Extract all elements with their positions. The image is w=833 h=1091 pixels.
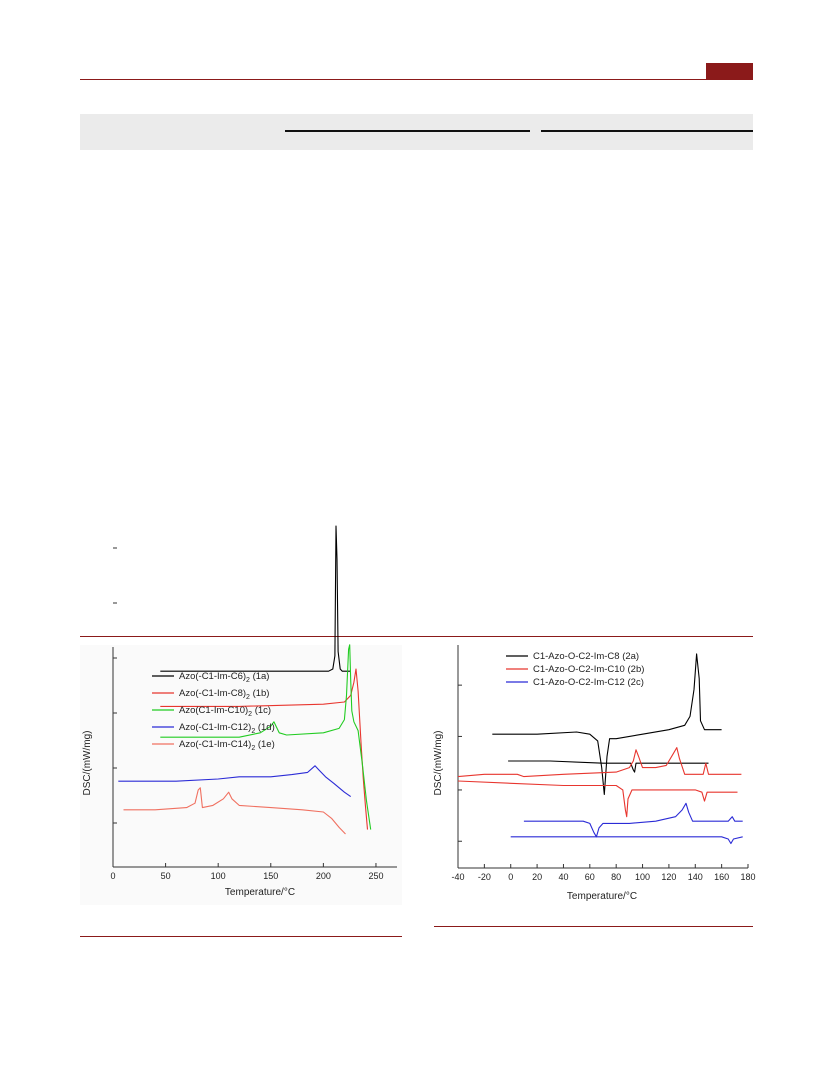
figure-top-rule	[80, 636, 753, 637]
x-tick-label: 150	[263, 871, 279, 881]
x-tick-label: -20	[477, 872, 491, 882]
caption-rule-right	[434, 926, 753, 927]
x-tick-label: 140	[687, 872, 703, 882]
legend-label: $Azo(-C1-Im-C14)_2$ (1e)	[179, 739, 275, 752]
table-rule-left	[285, 130, 530, 132]
x-tick-label: 160	[714, 872, 730, 882]
series-line-6	[511, 837, 743, 844]
x-tick-label: 50	[160, 871, 171, 881]
table-header-band	[80, 114, 753, 150]
legend-label: $Azo(-C1-Im-C8)_2$ (1b)	[179, 688, 270, 701]
x-tick-label: 0	[110, 871, 116, 881]
caption-rule-left	[80, 936, 402, 937]
x-tick-label: 20	[532, 872, 543, 882]
chart-1-xlabel: Temperature/°C	[224, 887, 296, 898]
legend-label: $Azo(-C1-Im-C12)_2$ (1d)	[179, 722, 275, 735]
chart-2-ylabel: DSC/(mW/mg)	[433, 730, 444, 796]
header-rule	[80, 79, 753, 80]
x-tick-label: 180	[740, 872, 756, 882]
dsc-chart-1	[80, 645, 402, 905]
legend-label: $Azo(C1-Im-C10)_2$ (1c)	[179, 705, 272, 718]
chart-2-xlabel: Temperature/°C	[566, 891, 638, 902]
series-line-2	[508, 761, 708, 772]
x-tick-label: 40	[558, 872, 569, 882]
series-line-4	[458, 781, 738, 817]
x-tick-label: 120	[661, 872, 677, 882]
x-tick-label: 200	[315, 871, 331, 881]
legend-label: C1-Azo-O-C2-Im-C8 (2a)	[533, 651, 640, 662]
x-tick-label: 60	[584, 872, 595, 882]
header-accent-tab	[706, 63, 753, 79]
x-tick-label: 0	[508, 872, 514, 882]
x-tick-label: 80	[611, 872, 622, 882]
x-tick-label: 250	[368, 871, 384, 881]
x-tick-label: -40	[451, 872, 465, 882]
dsc-chart-2	[432, 643, 754, 905]
series-line-5	[524, 803, 743, 837]
chart-1-ylabel: DSC/(mW/mg)	[82, 730, 93, 796]
x-tick-label: 100	[635, 872, 651, 882]
legend-label: C1-Azo-O-C2-Im-C12 (2c)	[533, 677, 644, 688]
x-tick-label: 100	[210, 871, 226, 881]
table-rule-right	[541, 130, 753, 132]
legend-label: C1-Azo-O-C2-Im-C10 (2b)	[533, 664, 645, 675]
legend-label: $Azo(-C1-Im-C6)_2$ (1a)	[179, 671, 270, 684]
